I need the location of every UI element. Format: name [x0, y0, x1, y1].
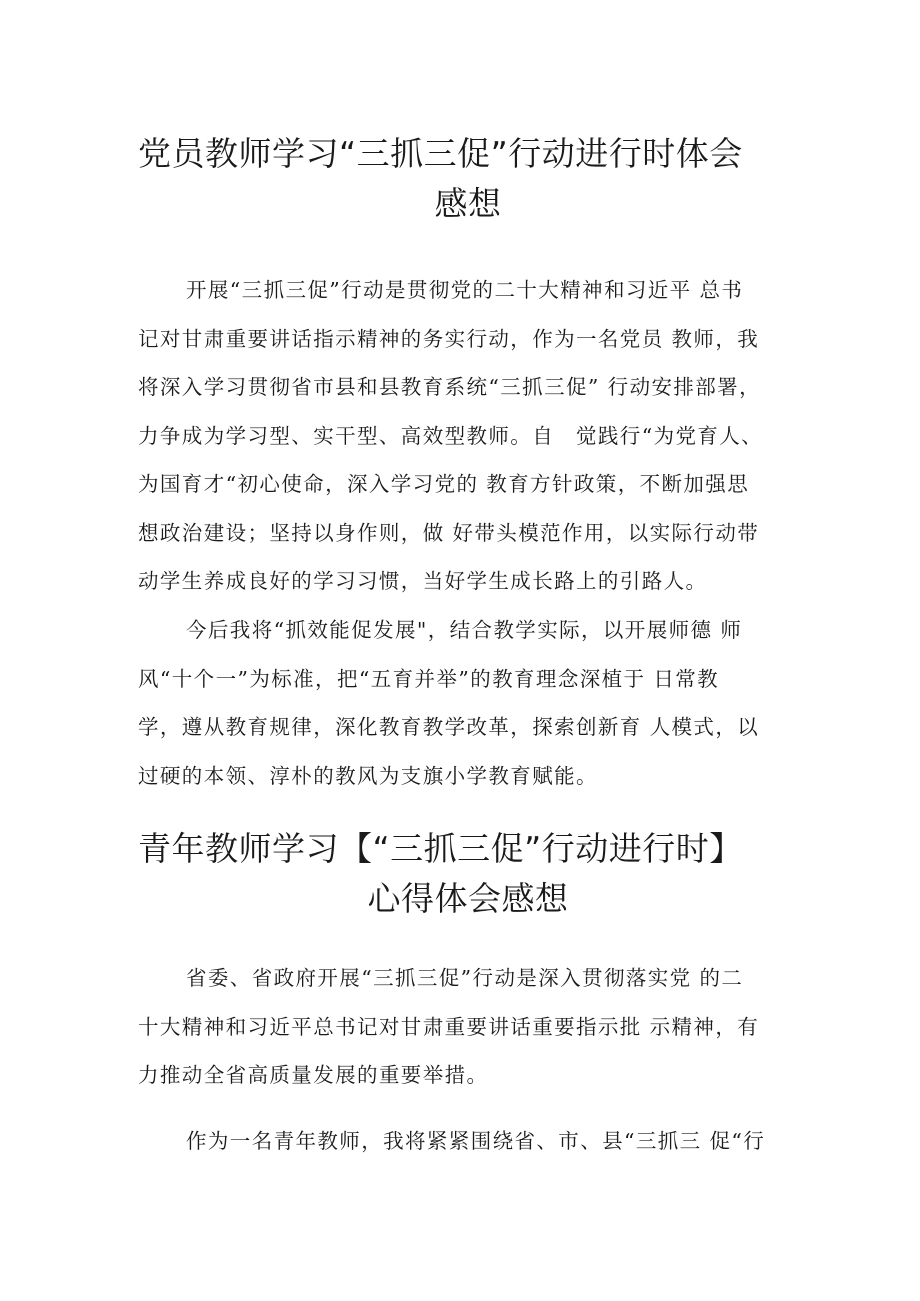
text-line: 将深入学习贯彻省市县和县教育系统“三抓三促” 行动安排部署，	[138, 375, 761, 399]
article-1-paragraph-1	[138, 266, 798, 606]
article-2-paragraph-2	[138, 1117, 798, 1166]
text-line: 作为一名青年教师，我将紧紧围绕省、市、县“三抓三 促“行	[186, 1129, 766, 1153]
text-line: 想政治建设；坚持以身作则，做 好带头模范作用，以实际行动带	[138, 520, 760, 545]
article-2-title	[138, 824, 798, 924]
text-line: 今后我将“抓效能促发展"，结合教学实际，以开展师德 师	[186, 618, 743, 642]
article-1-title-line-1: 党员教师学习“三抓三促”行动进行时体会	[138, 134, 743, 173]
text-line: 动学生养成良好的学习习惯，当好学生成长路上的引路人。	[138, 569, 708, 593]
text-line: 开展“三抓三促”行动是贯彻党的二十大精神和习近平 总书	[186, 278, 744, 302]
article-1-title	[138, 129, 798, 229]
text-line: 记对甘肃重要讲话指示精神的务实行动，作为一名党员 教师，我	[138, 326, 760, 351]
text-line: 风“十个一”为标准，把“五育并举”的教育理念深植于 日常教	[138, 666, 720, 691]
article-1-paragraph-2	[138, 606, 798, 800]
article-2-paragraph-1	[138, 954, 798, 1100]
text-line: 十大精神和习近平总书记对甘肃重要讲话重要指示批 示精神，有	[138, 1014, 760, 1039]
text-line: 过硬的本领、淳朴的教风为支旗小学教育赋能。	[138, 763, 598, 788]
article-1-title-line-2: 感想	[434, 184, 502, 223]
text-line: 省委、省政府开展“三抓三促”行动是深入贯彻落实党 的二	[186, 966, 744, 990]
article-2-title-line-1: 青年教师学习【“三抓三促”行动进行时】	[138, 829, 743, 868]
text-line: 为国育才“初心使命，深入学习党的 教育方针政策，不断加强思	[138, 472, 750, 496]
text-line: 学，遵从教育规律，深化教育教学改革，探索创新育 人模式，以	[138, 715, 760, 739]
article-2-title-line-2: 心得体会感想	[367, 879, 569, 918]
text-line: 力争成为学习型、实干型、高效型教师。自 觉践行“为党育人、	[138, 423, 764, 448]
text-line: 力推动全省高质量发展的重要举措。	[138, 1063, 489, 1087]
